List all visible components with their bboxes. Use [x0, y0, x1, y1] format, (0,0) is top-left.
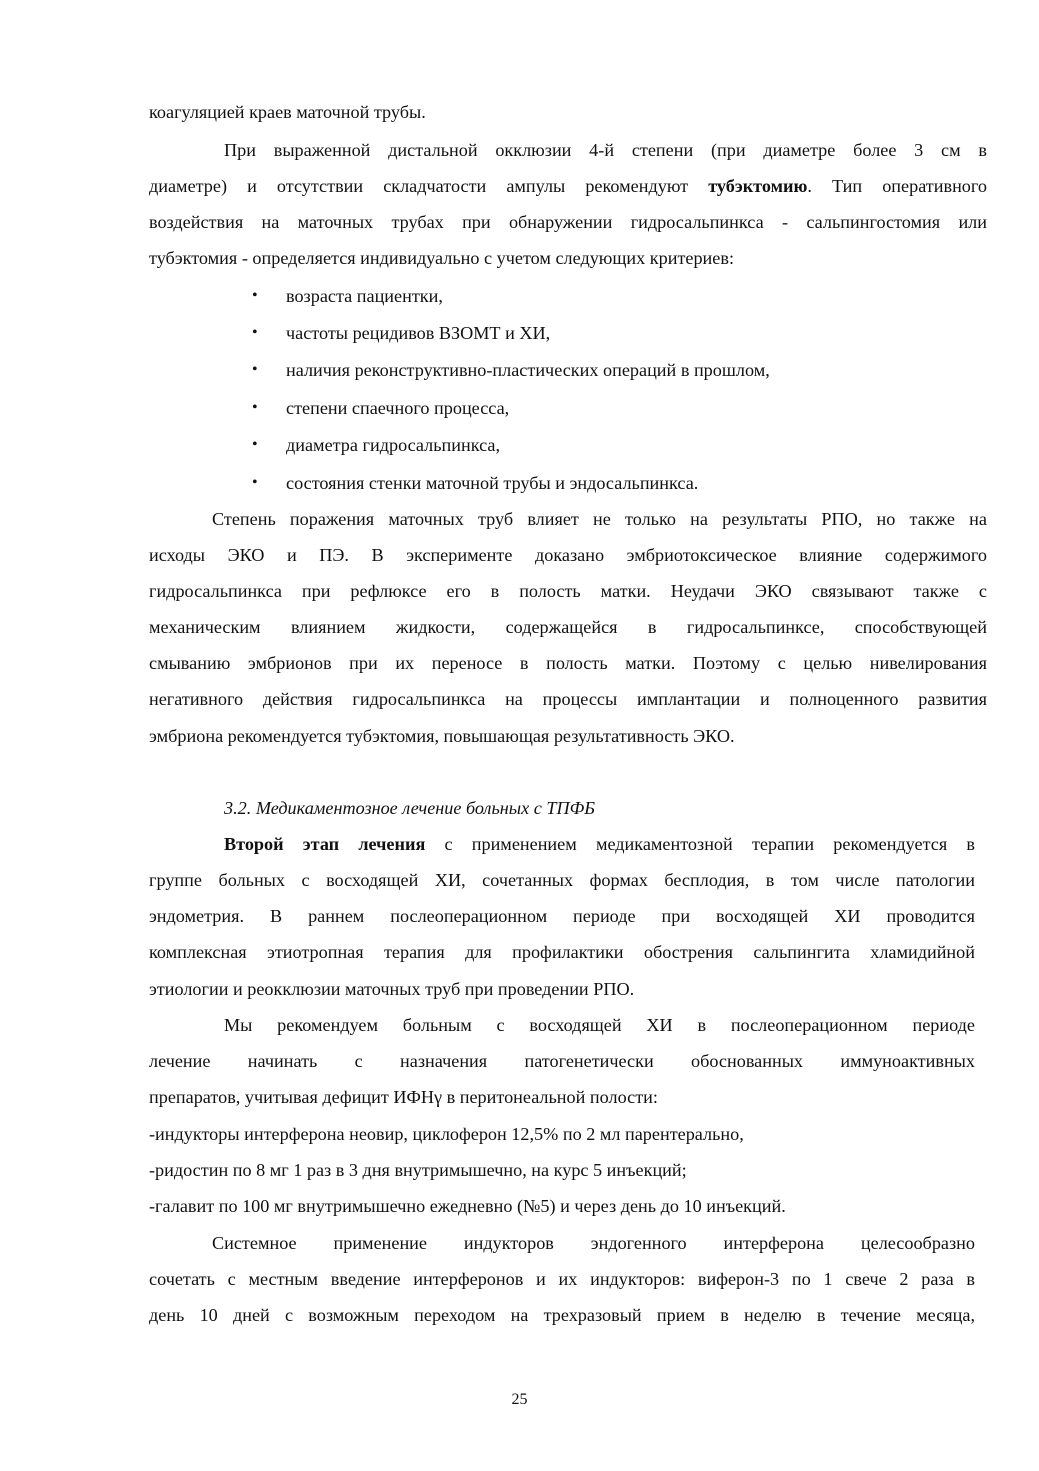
paragraph-line: коагуляцией краев маточной трубы. [149, 102, 426, 122]
list-item: -индукторы интерферона неовир, циклоферон 12,5% по 2 мл парентерально, [149, 1124, 744, 1144]
bullet-icon: • [252, 361, 258, 378]
bullet-icon: • [252, 474, 258, 491]
paragraph-line: лечение начинать с назначения патогенетически обоснованных иммуноактивных [149, 1051, 975, 1071]
paragraph-line: негативного действия гидросальпинкса на процессы имплантации и полноценного развития [149, 689, 987, 709]
paragraph-line: день 10 дней с возможным переходом на трехразовый прием в неделю в течение месяца, [149, 1305, 975, 1325]
bold-term: тубэктомию [708, 176, 808, 196]
paragraph-line: гидросальпинкса при рефлюксе его в полость матки. Неудачи ЭКО связывают также с [149, 581, 987, 601]
list-item: степени спаечного процесса, [286, 398, 510, 418]
bullet-icon: • [252, 324, 258, 341]
paragraph-line: Второй этап лечения с применением медикаментозной терапии рекомендуется в [224, 834, 975, 854]
bold-term: Второй этап лечения [224, 834, 426, 854]
list-item: возраста пациентки, [286, 286, 443, 306]
list-item: диаметра гидросальпинкса, [286, 435, 501, 455]
list-item: -ридостин по 8 мг 1 раз в 3 дня внутримышечно, на курс 5 инъекций; [149, 1160, 687, 1180]
paragraph-line: смыванию эмбрионов при их переносе в полость матки. Поэтому с целью нивелирования [149, 653, 987, 673]
paragraph-line: препаратов, учитывая дефицит ИФНγ в перитонеальной полости: [149, 1087, 658, 1107]
paragraph-line: При выраженной дистальной окклюзии 4-й степени (при диаметре более 3 см в [224, 140, 987, 160]
paragraph-line: тубэктомия - определяется индивидуально с учетом следующих критериев: [149, 248, 735, 268]
section-heading: 3.2. Медикаментозное лечение больных с ТПФБ [224, 798, 595, 818]
bullet-icon: • [252, 399, 258, 416]
paragraph-line: эмбриона рекомендуется тубэктомия, повышающая результативность ЭКО. [149, 726, 735, 746]
paragraph-line: группе больных с восходящей ХИ, сочетанных формах бесплодия, в том числе патологии [149, 870, 975, 890]
paragraph-line: механическим влиянием жидкости, содержащейся в гидросальпинксе, способствующей [149, 617, 987, 637]
list-item: -галавит по 100 мг внутримышечно ежедневно (№5) и через день до 10 инъекций. [149, 1196, 786, 1216]
paragraph-line: Системное применение индукторов эндогенного интерферона целесообразно [212, 1233, 975, 1253]
paragraph-line: эндометрия. В раннем послеоперационном периоде при восходящей ХИ проводится [149, 906, 975, 926]
paragraph-line: Мы рекомендуем больным с восходящей ХИ в послеоперационном периоде [224, 1015, 975, 1035]
bullet-icon: • [252, 436, 258, 453]
paragraph-line: Степень поражения маточных труб влияет не только на результаты РПО, но также на [212, 509, 987, 529]
paragraph-line: сочетать с местным введение интерферонов и их индукторов: виферон-3 по 1 свече 2 раза в [149, 1269, 975, 1289]
list-item: состояния стенки маточной трубы и эндосальпинкса. [286, 473, 699, 493]
paragraph-line: диаметре) и отсутствии складчатости ампулы рекомендуют тубэктомию. Тип оперативного [149, 176, 987, 196]
paragraph-line: воздействия на маточных трубах при обнаружении гидросальпинкса - сальпингостомия или [149, 212, 987, 232]
bullet-icon: • [252, 287, 258, 304]
paragraph-line: исходы ЭКО и ПЭ. В эксперименте доказано эмбриотоксическое влияние содержимого [149, 545, 987, 565]
paragraph-line: этиологии и реокклюзии маточных труб при проведении РПО. [149, 979, 635, 999]
paragraph-line: комплексная этиотропная терапия для профилактики обострения сальпингита хламидийной [149, 942, 975, 962]
list-item: частоты рецидивов ВЗОМТ и ХИ, [286, 323, 551, 343]
page-number: 25 [511, 1391, 528, 1408]
list-item: наличия реконструктивно-пластических операций в прошлом, [286, 360, 770, 380]
